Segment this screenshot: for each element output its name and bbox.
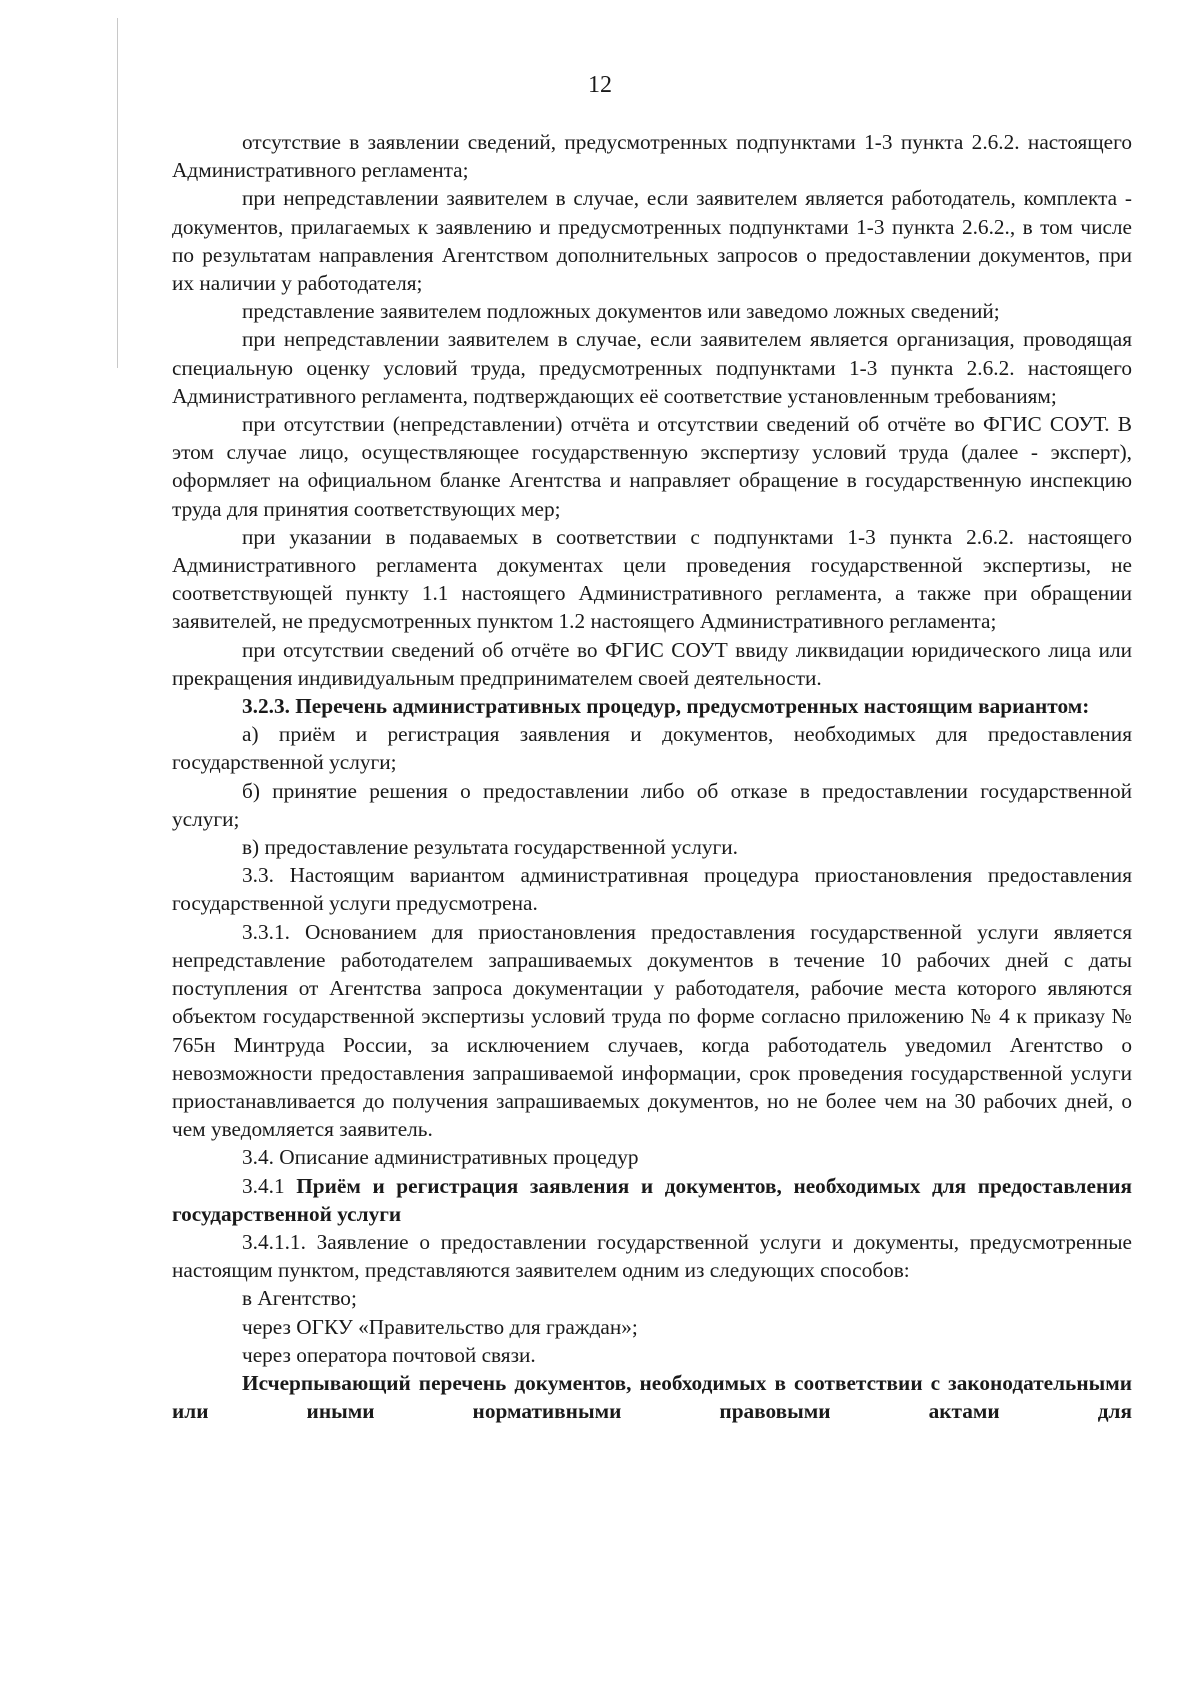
paragraph: 3.4.1.1. Заявление о предоставлении государственной услуги и документы, предусмотренные настоящим пунктом, представляются заявителем одним из следующих способов:	[172, 1229, 1132, 1283]
subsection-title: Приём и регистрация заявления и документов, необходимых для предоставления государственной услуги	[172, 1173, 1133, 1226]
list-item: в) предоставление результата государственной услуги.	[242, 835, 738, 860]
paragraph: при непредставлении заявителем в случае, если заявителем является организация, проводящая специальную оценку условий труда, предусмотренных подпунктами 1-3 пункта 2.6.2. настоящего Административного регламента, подтверждающих её соответствие установленным требованиям;	[172, 327, 1132, 408]
subsection-heading	[172, 1172, 1132, 1228]
subsection-number: 3.4.1	[242, 1173, 285, 1198]
list-item: через оператора почтовой связи.	[242, 1342, 536, 1367]
list-item: через ОГКУ «Правительство для граждан»;	[242, 1314, 638, 1339]
page-number: 12	[588, 72, 612, 98]
paragraph: 3.3.1. Основанием для приостановления предоставления государственной услуги является непредставление работодателем запрашиваемых документов в течение 10 рабочих дней с даты поступления от Агентства запроса документации у работодателя, рабочие места которого являются объектом государственной экспертизы условий труда по форме согласно приложению № 4 к приказу № 765н Минтруда России, за исключением случаев, когда работодатель уведомил Агентство о невозможности предоставления запрашиваемой информации, срок проведения государственной услуги приостанавливается до получения запрашиваемых документов, но не более чем на 30 рабочих дней, о чем уведомляется заявитель.	[172, 919, 1132, 1142]
paragraph: при непредставлении заявителем в случае, если заявителем является работодатель, комплекта - документов, прилагаемых к заявлению и предусмотренных подпунктами 1-3 пункта 2.6.2., в том числе по результатам направления Агентством дополнительных запросов о предоставлении документов, при их наличии у работодателя;	[172, 186, 1132, 296]
paragraph: при отсутствии сведений об отчёте во ФГИС СОУТ ввиду ликвидации юридического лица или прекращения индивидуальным предпринимателем своей деятельности.	[172, 637, 1132, 690]
paragraph: 3.4. Описание административных процедур	[242, 1145, 639, 1170]
paragraph: отсутствие в заявлении сведений, предусмотренных подпунктами 1-3 пункта 2.6.2. настоящего Административного регламента;	[172, 130, 1132, 183]
section-heading: 3.2.3. Перечень административных процедур, предусмотренных настоящим вариантом:	[242, 694, 1090, 719]
list-item: в Агентство;	[242, 1286, 357, 1311]
paragraph: при отсутствии (непредставлении) отчёта и отсутствии сведений об отчёте во ФГИС СОУТ. В этом случае лицо, осуществляющее государственную экспертизу условий труда (далее - эксперт), оформляет на официальном бланке Агентства и направляет обращение в государственную инспекцию труда для принятия соответствующих мер;	[172, 412, 1132, 521]
section-heading-continued: Исчерпывающий перечень документов, необходимых в соответствии с законодательными или иными нормативными правовыми актами для	[172, 1370, 1132, 1424]
paragraph: при указании в подаваемых в соответствии с подпунктами 1-3 пункта 2.6.2. настоящего Административного регламента документах цели проведения государственной экспертизы, не соответствующей пункту 1.1 настоящего Административного регламента, а также при обращении заявителей, не предусмотренных пунктом 1.2 настоящего Административного регламента;	[172, 524, 1132, 634]
list-item: б) принятие решения о предоставлении либо об отказе в предоставлении государственной услуги;	[172, 778, 1132, 831]
document-body	[172, 128, 1132, 1425]
paragraph: 3.3. Настоящим вариантом административная процедура приостановления предоставления государственной услуги предусмотрена.	[172, 863, 1132, 916]
paragraph: представление заявителем подложных документов или заведомо ложных сведений;	[242, 299, 1000, 324]
list-item: а) приём и регистрация заявления и документов, необходимых для предоставления государственной услуги;	[172, 722, 1132, 775]
